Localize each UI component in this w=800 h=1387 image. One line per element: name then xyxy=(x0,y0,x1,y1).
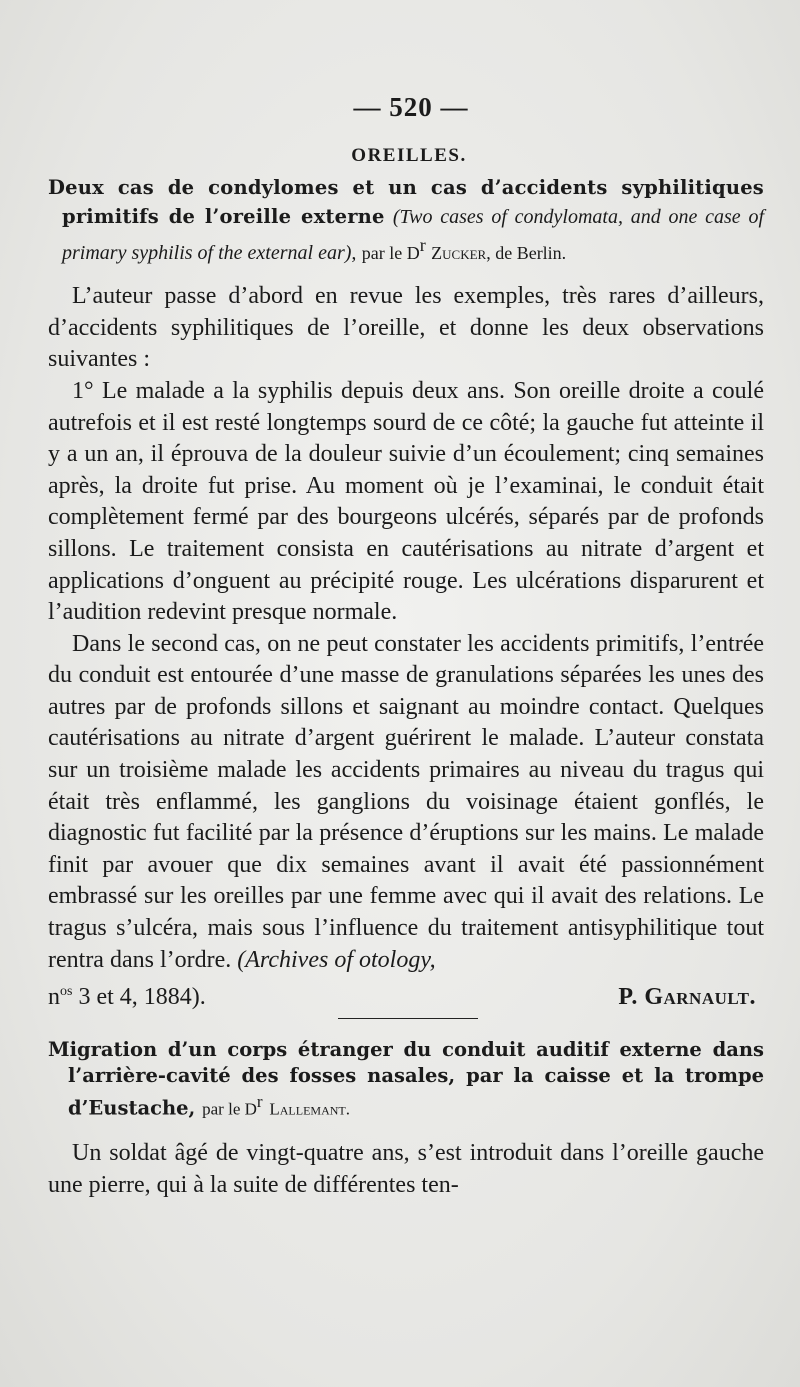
citation-end xyxy=(48,976,206,1014)
byline-prefix: par le D xyxy=(361,243,420,264)
article-author-city: , de Berlin. xyxy=(486,243,567,264)
citation-end-prefix: n xyxy=(48,984,60,1011)
article-paragraph: 1° Le malade a la syphilis depuis deux ans. Son oreille droite a coulé autrefois et il est resté longtemps sourd de ce côté; la gauche fut atteinte il y a un an, il éprouva de la douleur suivie d’un écoulement; cinq semaines après, la droite fut prise. Au moment où je l’examinai, le conduit était complètement fermé par des bourgeons ulcérés, séparés par de profonds sillons. Le traitement consista en cautérisations au nitrate d’argent et applications d’onguent au précipité rouge. Les ulcérations disparurent et l’audition redevint presque normale. xyxy=(48,377,764,626)
signature: P. Garnault. xyxy=(618,984,756,1011)
article-title xyxy=(48,1037,764,1123)
article-title-english: (Two cases of condylomata, and one case of primary syphilis of the external ear), xyxy=(62,206,765,265)
article-paragraph: Un soldat âgé de vingt-quatre ans, s’est introduit dans l’oreille gauche une pierre, qui à la suite de différentes ten- xyxy=(48,1140,764,1198)
article-title xyxy=(48,173,764,267)
section-heading: OREILLES. xyxy=(351,145,467,166)
citation-end-text: 3 et 4, 1884). xyxy=(72,984,206,1011)
article-paragraph xyxy=(48,629,764,977)
article-title-text: Deux cas de condylomes et un cas d’accidents syphilitiques primitifs de l’oreille externe xyxy=(48,176,764,228)
article-paragraph-text: Dans le second cas, on ne peut constater les accidents primitifs, l’entrée du conduit est entourée d’une masse de granulations séparées les unes des autres par de profonds sillons et saignant au moindre contact. Quelques cautérisations au nitrate d’argent guérirent le malade. L’auteur constata sur un troisième malade les accidents primaires au niveau du tragus qui était très enflammé, les ganglions du voisinage étaient gonflés, le diagnostic fut facilité par la présence d’éruptions sur les mains. Le malade finit par avouer que dix semaines avant il avait été passionnément embrassé sur les oreilles par une femme avec qui il avait des relations. Le tragus s’ulcéra, mais sous l’influence du traitement antisyphilitique tout rentra dans l’ordre. xyxy=(48,630,764,973)
citation: (Archives of otology, xyxy=(237,946,436,973)
byline-prefix: par le D xyxy=(202,1099,257,1119)
article-paragraph: L’auteur passe d’abord en revue les exemples, très rares d’ailleurs, d’accidents syphilitiques de l’oreille, et donne les deux observations suivantes : xyxy=(48,283,764,373)
page-number: — 520 — xyxy=(353,92,469,122)
article-author: Zucker xyxy=(431,243,487,264)
article-title-text: Migration d’un corps étranger du conduit auditif externe dans l’arrière-cavité des fosses nasales, par la caisse et la trompe d’Eustache, xyxy=(48,1037,764,1120)
byline-sup: r xyxy=(419,235,426,255)
byline-sup: r xyxy=(256,1091,263,1111)
citation-signature-line xyxy=(48,976,764,1014)
article-author: Lallemant. xyxy=(269,1099,350,1119)
separator-rule xyxy=(338,1018,478,1019)
citation-end-sup: os xyxy=(60,984,73,1000)
